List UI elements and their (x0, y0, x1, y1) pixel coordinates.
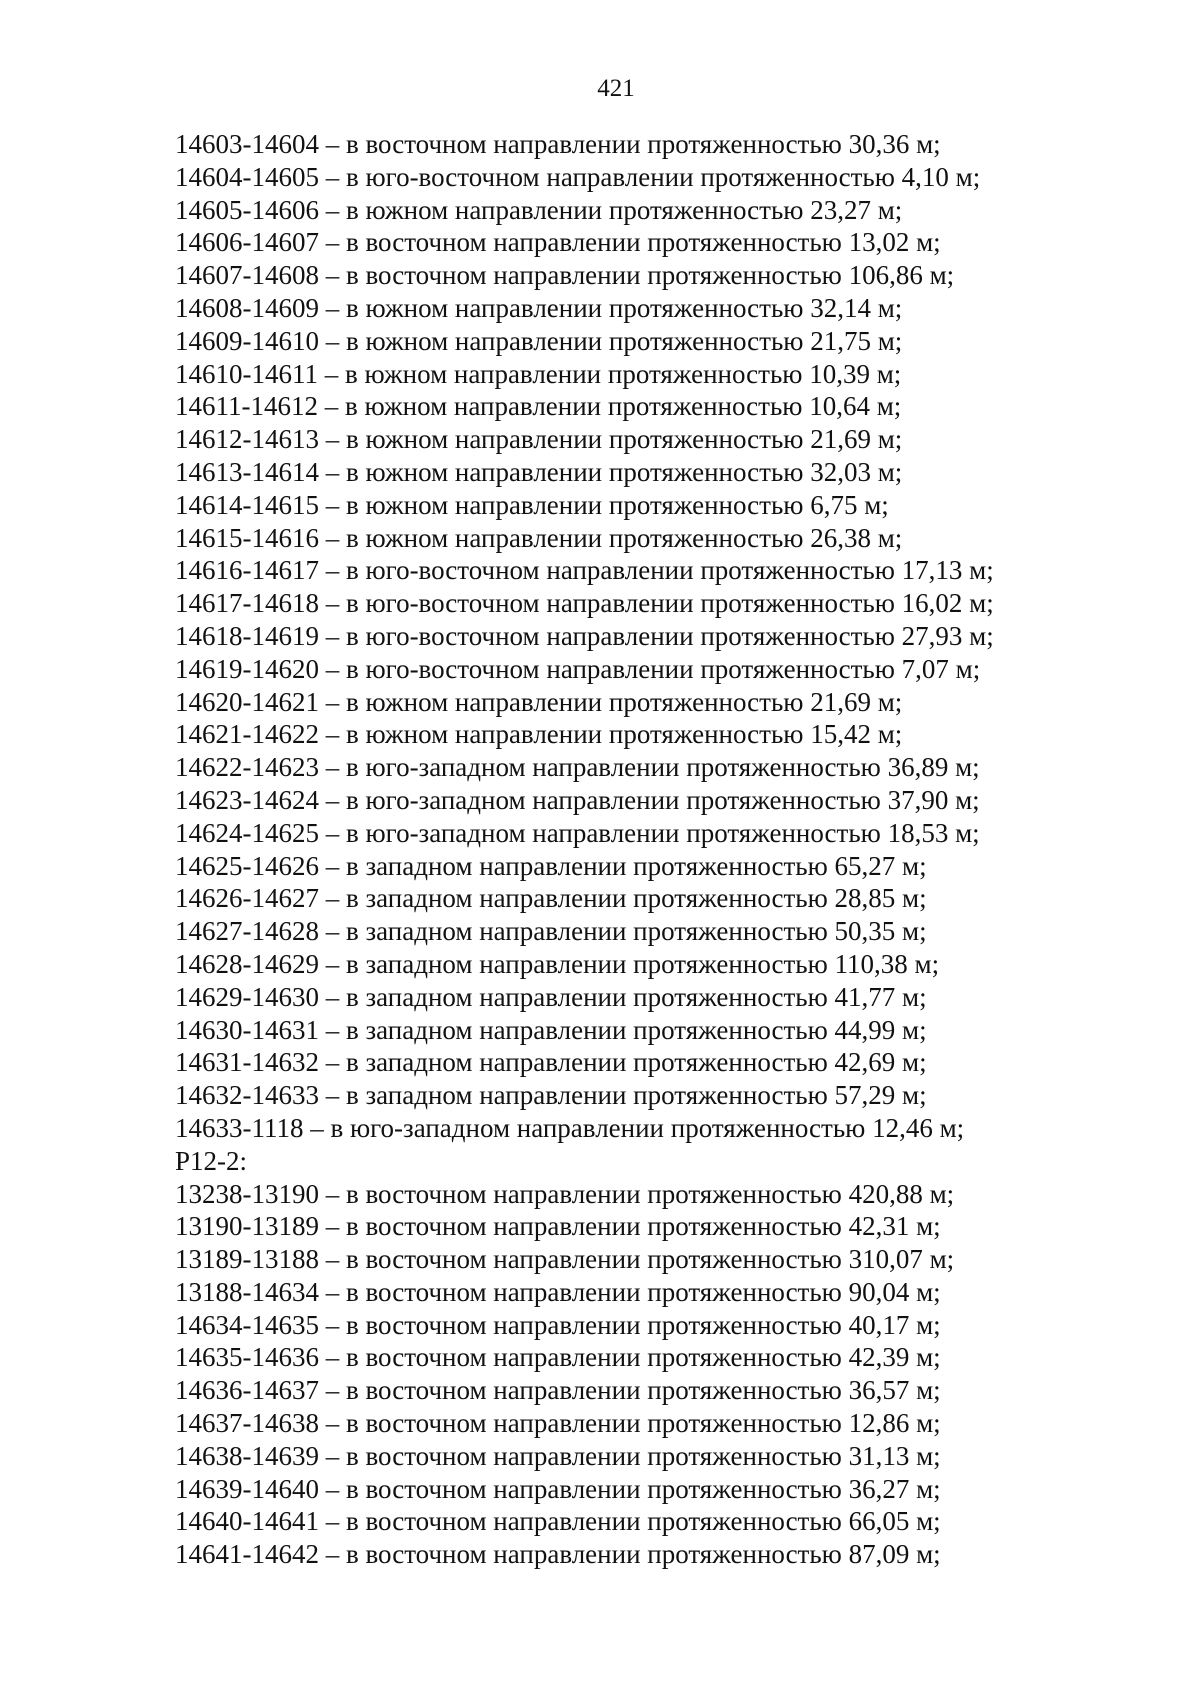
boundary-segment-line: 14611-14612 – в южном направлении протяженностью 10,64 м; (175, 391, 902, 422)
boundary-segment-line: 14621-14622 – в южном направлении протяженностью 15,42 м; (175, 719, 903, 750)
boundary-segment-line: 14610-14611 – в южном направлении протяженностью 10,39 м; (175, 358, 902, 389)
boundary-segment-line: 14620-14621 – в южном направлении протяженностью 21,69 м; (175, 686, 903, 717)
boundary-segment-line: 14624-14625 – в юго-западном направлении протяженностью 18,53 м; (175, 817, 980, 848)
boundary-segment-line: 14635-14636 – в восточном направлении протяженностью 42,39 м; (175, 1342, 941, 1373)
boundary-segment-line: 14630-14631 – в западном направлении протяженностью 44,99 м; (175, 1014, 927, 1045)
boundary-segment-line: 14629-14630 – в западном направлении протяженностью 41,77 м; (175, 981, 927, 1012)
page-number: 421 (597, 75, 635, 102)
boundary-segment-line: 14604-14605 – в юго-восточном направлении протяженностью 4,10 м; (175, 161, 981, 192)
boundary-segment-line: 14634-14635 – в восточном направлении протяженностью 40,17 м; (175, 1309, 941, 1340)
boundary-segment-line: 14605-14606 – в южном направлении протяженностью 23,27 м; (175, 194, 903, 225)
boundary-segment-line: 14640-14641 – в восточном направлении протяженностью 66,05 м; (175, 1506, 941, 1537)
boundary-segment-line: 14615-14616 – в южном направлении протяженностью 26,38 м; (175, 522, 903, 553)
boundary-segment-line: 14626-14627 – в западном направлении протяженностью 28,85 м; (175, 883, 927, 914)
boundary-segment-line: 14603-14604 – в восточном направлении протяженностью 30,36 м; (175, 129, 941, 159)
boundary-segment-line: 14608-14609 – в южном направлении протяженностью 32,14 м; (175, 292, 903, 323)
boundary-segment-line: 14632-14633 – в западном направлении протяженностью 57,29 м; (175, 1080, 927, 1111)
boundary-segment-line: 14613-14614 – в южном направлении протяженностью 32,03 м; (175, 456, 903, 487)
boundary-segment-line: 14622-14623 – в юго-западном направлении протяженностью 36,89 м; (175, 752, 980, 783)
boundary-segment-line: 14614-14615 – в южном направлении протяженностью 6,75 м; (175, 489, 889, 520)
boundary-segment-line: 14612-14613 – в южном направлении протяженностью 21,69 м; (175, 424, 903, 455)
boundary-segment-line: 14607-14608 – в восточном направлении протяженностью 106,86 м; (175, 260, 955, 291)
boundary-segment-line: 14623-14624 – в юго-западном направлении протяженностью 37,90 м; (175, 784, 980, 815)
boundary-segment-line: 14637-14638 – в восточном направлении протяженностью 12,86 м; (175, 1408, 941, 1439)
boundary-segment-line: 13238-13190 – в восточном направлении протяженностью 420,88 м; (175, 1178, 955, 1209)
boundary-segment-line: 13189-13188 – в восточном направлении протяженностью 310,07 м; (175, 1244, 955, 1275)
boundary-segment-line: 14631-14632 – в западном направлении протяженностью 42,69 м; (175, 1047, 927, 1078)
boundary-segment-line: 14641-14642 – в восточном направлении протяженностью 87,09 м; (175, 1539, 941, 1570)
boundary-segment-line: 14638-14639 – в восточном направлении протяженностью 31,13 м; (175, 1440, 941, 1471)
boundary-segment-line: 14627-14628 – в западном направлении протяженностью 50,35 м; (175, 916, 927, 947)
boundary-segment-line: 14639-14640 – в восточном направлении протяженностью 36,27 м; (175, 1473, 941, 1504)
boundary-segment-line: 14619-14620 – в юго-восточном направлении протяженностью 7,07 м; (175, 653, 981, 684)
boundary-segment-line: 13188-14634 – в восточном направлении протяженностью 90,04 м; (175, 1276, 941, 1307)
boundary-description-list (175, 128, 1175, 1571)
boundary-segment-line: 14633-1118 – в юго-западном направлении протяженностью 12,46 м; (175, 1112, 965, 1143)
boundary-segment-line: 14625-14626 – в западном направлении протяженностью 65,27 м; (175, 850, 927, 881)
boundary-segment-line: 14617-14618 – в юго-восточном направлении протяженностью 16,02 м; (175, 588, 994, 619)
boundary-segment-line: 14618-14619 – в юго-восточном направлении протяженностью 27,93 м; (175, 620, 994, 651)
boundary-segment-line: 14628-14629 – в западном направлении протяженностью 110,38 м; (175, 948, 940, 979)
boundary-segment-line: 13190-13189 – в восточном направлении протяженностью 42,31 м; (175, 1211, 941, 1242)
boundary-segment-line: 14616-14617 – в юго-восточном направлении протяженностью 17,13 м; (175, 555, 994, 586)
boundary-segment-line: 14636-14637 – в восточном направлении протяженностью 36,57 м; (175, 1375, 941, 1406)
boundary-segment-line: Р12-2: (175, 1145, 248, 1176)
boundary-segment-line: 14609-14610 – в южном направлении протяженностью 21,75 м; (175, 325, 903, 356)
boundary-segment-line: 14606-14607 – в восточном направлении протяженностью 13,02 м; (175, 227, 941, 258)
